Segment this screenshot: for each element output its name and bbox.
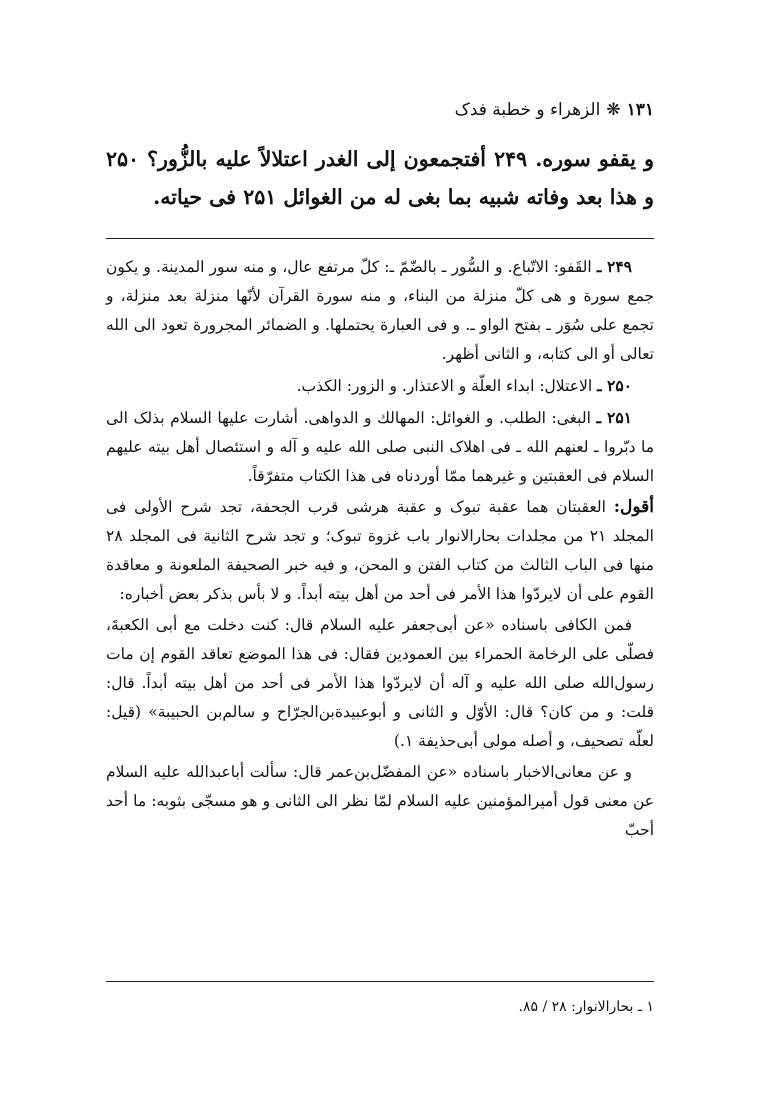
page-footnote: ۱ ـ بحارالانوار: ۲۸ / ۸۵. bbox=[518, 999, 654, 1015]
note-number: ۲۴۹ ـ bbox=[596, 257, 632, 276]
aqul-text: العقبتان هما عقبة تبوک و عقبة هرشى قرب الجحفة، تجد شرح الأولى فى المجلد ۲۱ من مجلدات بحارالانوار باب غزوة تبوک؛ و تجد شرح الثانية فى المجلد ۲۸ منها فى الباب الثالث من كتاب الفتن و المحن، و فيه خبر الصحيفة الملعونة و معاقدة القوم على أن لايردّوا هذا الأمر فى أحد من أهل بيته أبداً. و لا بأس بذكر بعض أخباره: bbox=[106, 498, 654, 603]
page-number: ۱۳۱ bbox=[626, 100, 654, 120]
note-number: ۲۵۱ ـ bbox=[596, 408, 632, 427]
note-251 bbox=[106, 403, 654, 491]
ornament-separator: ❋ bbox=[606, 100, 621, 120]
note-250 bbox=[106, 371, 654, 401]
aqul-paragraph bbox=[106, 493, 654, 609]
aqul-label: أقول: bbox=[613, 497, 655, 517]
divider-top bbox=[106, 238, 654, 239]
running-head bbox=[455, 100, 654, 120]
divider-bottom bbox=[106, 981, 654, 982]
note-text: البغى: الطلب. و الغوائل: المهالك و الدواهى. أشارت عليها السلام بذلک الى ما دبّروا ـ لعنهم الله ـ فى اهلاک النبى صلى الله عليه و آله و استئصال أهل بيته عليهم السلام فى العقبتين و غيرهما ممّا أوردناه فى هذا الكتاب متفرّقاً. bbox=[106, 409, 654, 485]
maani-paragraph: و عن معانى‌الاخبار باسناده «عن المفضّل‌بن‌عمر قال: سألت أباعبدالله عليه السلام عن معنى قول أميرالمؤمنين عليه السلام لمّا نظر الى الثانى و هو مسجّى بثوبه: ما أحد أحبّ bbox=[106, 763, 654, 839]
main-sermon-text: و يقفو سوره. ۲۴۹ أفتجمعون إلى الغدر اعتلالاً عليه بالزُّور؟ ۲۵۰ و هذا بعد وفاته شبيه بما بغى له من الغوائل ۲۵۱ فى حياته. bbox=[106, 147, 654, 209]
note-text: الاعتلال: ابداء العلّة و الاعتذار. و الزور: الكذب. bbox=[296, 377, 593, 395]
kafi-paragraph: فمن الكافى باسناده «عن أبى‌جعفر عليه السلام قال: كنت دخلت مع أبى الكعبةَ، فصلّى على الرخامة الحمراء بين العمودين فقال: فى هذا الموضع تعاقد القوم إن مات رسول‌الله صلى الله عليه و آله أن لايردّوا هذا الأمر فى أحد من أهل بيته أبداً. قال: قلت: و من كان؟ قال: الأوّل و الثانى و أبوعبيدة‌بن‌الجرّاح و سالم‌بن الحبيبة» (قيل: لعلّه تصحيف، و أصله مولى أبى‌حذيفة ۱.) bbox=[106, 616, 654, 750]
commentary-notes bbox=[106, 250, 654, 845]
note-249 bbox=[106, 252, 654, 369]
running-title: الزهراء و خطبة فدک bbox=[454, 100, 601, 120]
note-text: القَفو: الاتّباع. و السُّور ـ بالضّمّ ـ: كلّ مرتفع عال، و منه سور المدينة. و يكون جمع سورة و هى كلّ منزلة من البناء، و منه سورة القرآن لأنّها منزلة بعد منزلة، و تجمع على سُوَر ـ بفتح الواو ـ. و فى العبارة يحتملها. و الضمائر المجرورة تعود الى الله تعالى أو الى كتابه، و الثانى أظهر. bbox=[106, 258, 654, 363]
note-number: ۲۵۰ ـ bbox=[597, 376, 632, 395]
